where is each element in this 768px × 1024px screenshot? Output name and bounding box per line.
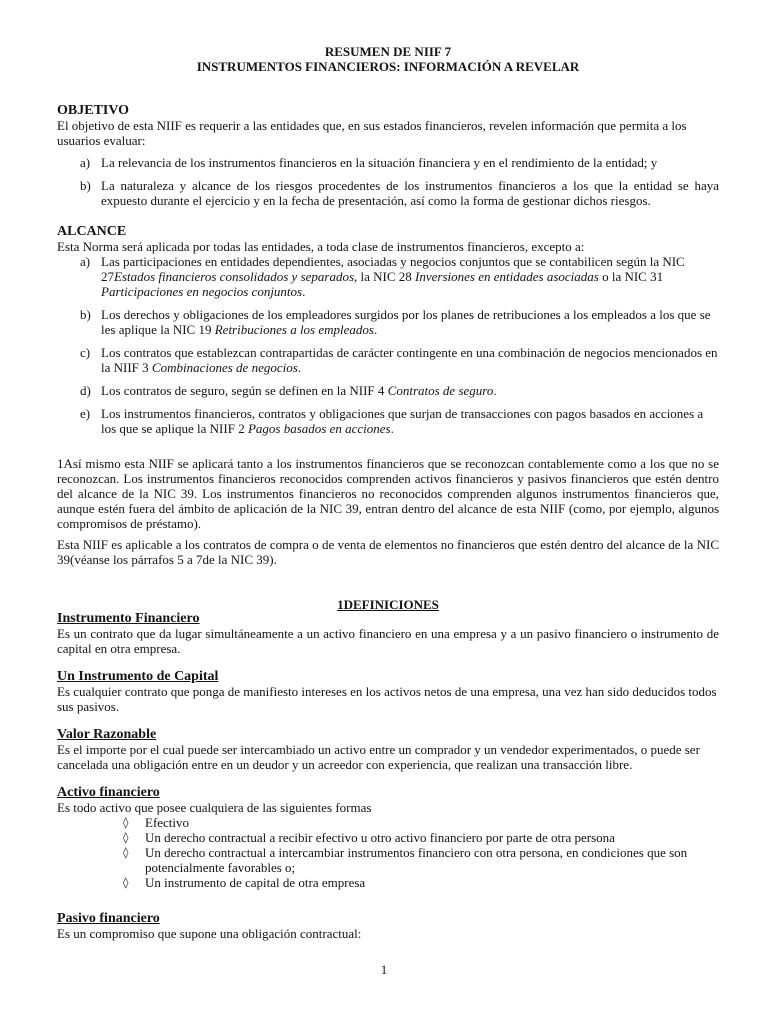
term-instrumento-financiero: Instrumento Financiero bbox=[57, 611, 200, 626]
paragraph-contratos: Esta NIIF es aplicable a los contratos de compra o de venta de elementos no financieros que estén dentro del alcance de la NIC 39(véanse los párrafos 5 a 7de la NIC 39). bbox=[57, 537, 719, 567]
section-alcance bbox=[57, 224, 719, 436]
def-valor-razonable bbox=[57, 727, 719, 772]
section-objetivo bbox=[57, 103, 719, 208]
list-item: b) Los derechos y obligaciones de los empleadores surgidos por los planes de retribuciones a los empleados a los que se les aplique la NIC 19 Retribuciones a los empleados. bbox=[80, 307, 711, 337]
definition-text: Es un contrato que da lugar simultáneamente a un activo financiero en una empresa y a un pasivo financiero o instrumento de capital en otra empresa. bbox=[57, 626, 719, 656]
list-item: a) Las participaciones en entidades dependientes, asociadas y negocios conjuntos que se contabilicen según la NIC 27Estados financieros consolidados y separados, la NIC 28 Inversiones en entidades asociadas o la NIC 31 Participaciones en negocios conjuntos. bbox=[80, 254, 685, 299]
document-title bbox=[57, 44, 719, 74]
def-pasivo-financiero bbox=[57, 911, 719, 941]
list-item: ◊ Efectivo bbox=[123, 815, 190, 830]
diamond-bullet-icon: ◊ bbox=[123, 876, 129, 889]
objetivo-text: El objetivo de esta NIIF es requerir a las entidades que, en sus estados financieros, revelen información que permita a los usuarios evaluar: bbox=[57, 118, 687, 148]
objetivo-list bbox=[57, 155, 719, 208]
alcance-text: Esta Norma será aplicada por todas las entidades, a toda clase de instrumentos financieros, excepto a: bbox=[57, 239, 585, 254]
definition-text: Es el importe por el cual puede ser intercambiado un activo entre un comprador y un vendedor experimentados, o puede ser cancelada una obligación entre en un deudor y un acreedor con experiencia, que realizan una transacción libre. bbox=[57, 742, 700, 772]
diamond-bullet-icon: ◊ bbox=[123, 816, 129, 829]
alcance-heading: ALCANCE bbox=[57, 224, 127, 239]
page-number: 1 bbox=[380, 962, 388, 977]
list-item: ◊ Un derecho contractual a recibir efectivo u otro activo financiero por parte de otra persona bbox=[123, 830, 615, 845]
def-activo-financiero bbox=[57, 785, 719, 890]
definition-text: Es todo activo que posee cualquiera de las siguientes formas bbox=[57, 800, 372, 815]
objetivo-heading: OBJETIVO bbox=[57, 103, 130, 118]
diamond-bullet-icon: ◊ bbox=[123, 846, 129, 859]
list-item: c) Los contratos que establezcan contrapartidas de carácter contingente en una combinación de negocios mencionados en la NIIF 3 Combinaciones de negocios. bbox=[80, 345, 718, 375]
diamond-bullet-icon: ◊ bbox=[123, 831, 129, 844]
definition-text: Es cualquier contrato que ponga de manifiesto intereses en los activos netos de una empresa, una vez han sido deducidos todos sus pasivos. bbox=[57, 684, 717, 714]
list-item: ◊ Un derecho contractual a intercambiar instrumentos financiero con otra persona, en condiciones que son potencialmente favorables o; bbox=[123, 845, 688, 875]
term-valor-razonable: Valor Razonable bbox=[57, 727, 157, 742]
activo-forms-list bbox=[57, 815, 719, 890]
list-item: b) La naturaleza y alcance de los riesgos procedentes de los instrumentos financieros a los que la entidad se haya expuesto durante el ejercicio y en la fecha de presentación, así como la forma de gestionar dichos riesgos. bbox=[80, 178, 719, 208]
list-item: a) La relevancia de los instrumentos financieros en la situación financiera y en el rendimiento de la entidad; y bbox=[80, 155, 658, 170]
title-line-1: RESUMEN DE NIIF 7 bbox=[324, 44, 452, 59]
list-item: ◊ Un instrumento de capital de otra empresa bbox=[123, 875, 366, 890]
alcance-list bbox=[57, 254, 719, 436]
def-instrumento-capital bbox=[57, 669, 719, 714]
term-pasivo-financiero: Pasivo financiero bbox=[57, 911, 160, 926]
term-activo-financiero: Activo financiero bbox=[57, 785, 160, 800]
paragraph-alcance-extra: 1Así mismo esta NIIF se aplicará tanto a los instrumentos financieros que se reconozcan contablemente como a los que no se reconozcan. Los instrumentos financieros reconocidos comprenden activos financieros y pasivos financieros que estén dentro del alcance de la NIC 39. Los instrumentos financieros no reconocidos comprenden algunos instrumentos financieros que, aunque estén fuera del ámbito de aplicación de la NIC 39, entran dentro del alcance de esta NIIF (como, por ejemplo, algunos compromisos de préstamo). bbox=[57, 456, 719, 531]
list-item: e) Los instrumentos financieros, contratos y obligaciones que surjan de transacciones con pagos basados en acciones a los que se aplique la NIIF 2 Pagos basados en acciones. bbox=[80, 406, 704, 436]
list-item: d) Los contratos de seguro, según se definen en la NIIF 4 Contratos de seguro. bbox=[80, 383, 497, 398]
definiciones-heading: 1DEFINICIONES bbox=[337, 597, 439, 612]
title-line-2: INSTRUMENTOS FINANCIEROS: INFORMACIÓN A REVELAR bbox=[196, 59, 580, 74]
def-instrumento-financiero bbox=[57, 611, 719, 656]
definition-text: Es un compromiso que supone una obligación contractual: bbox=[57, 926, 362, 941]
term-instrumento-capital: Un Instrumento de Capital bbox=[57, 669, 219, 684]
